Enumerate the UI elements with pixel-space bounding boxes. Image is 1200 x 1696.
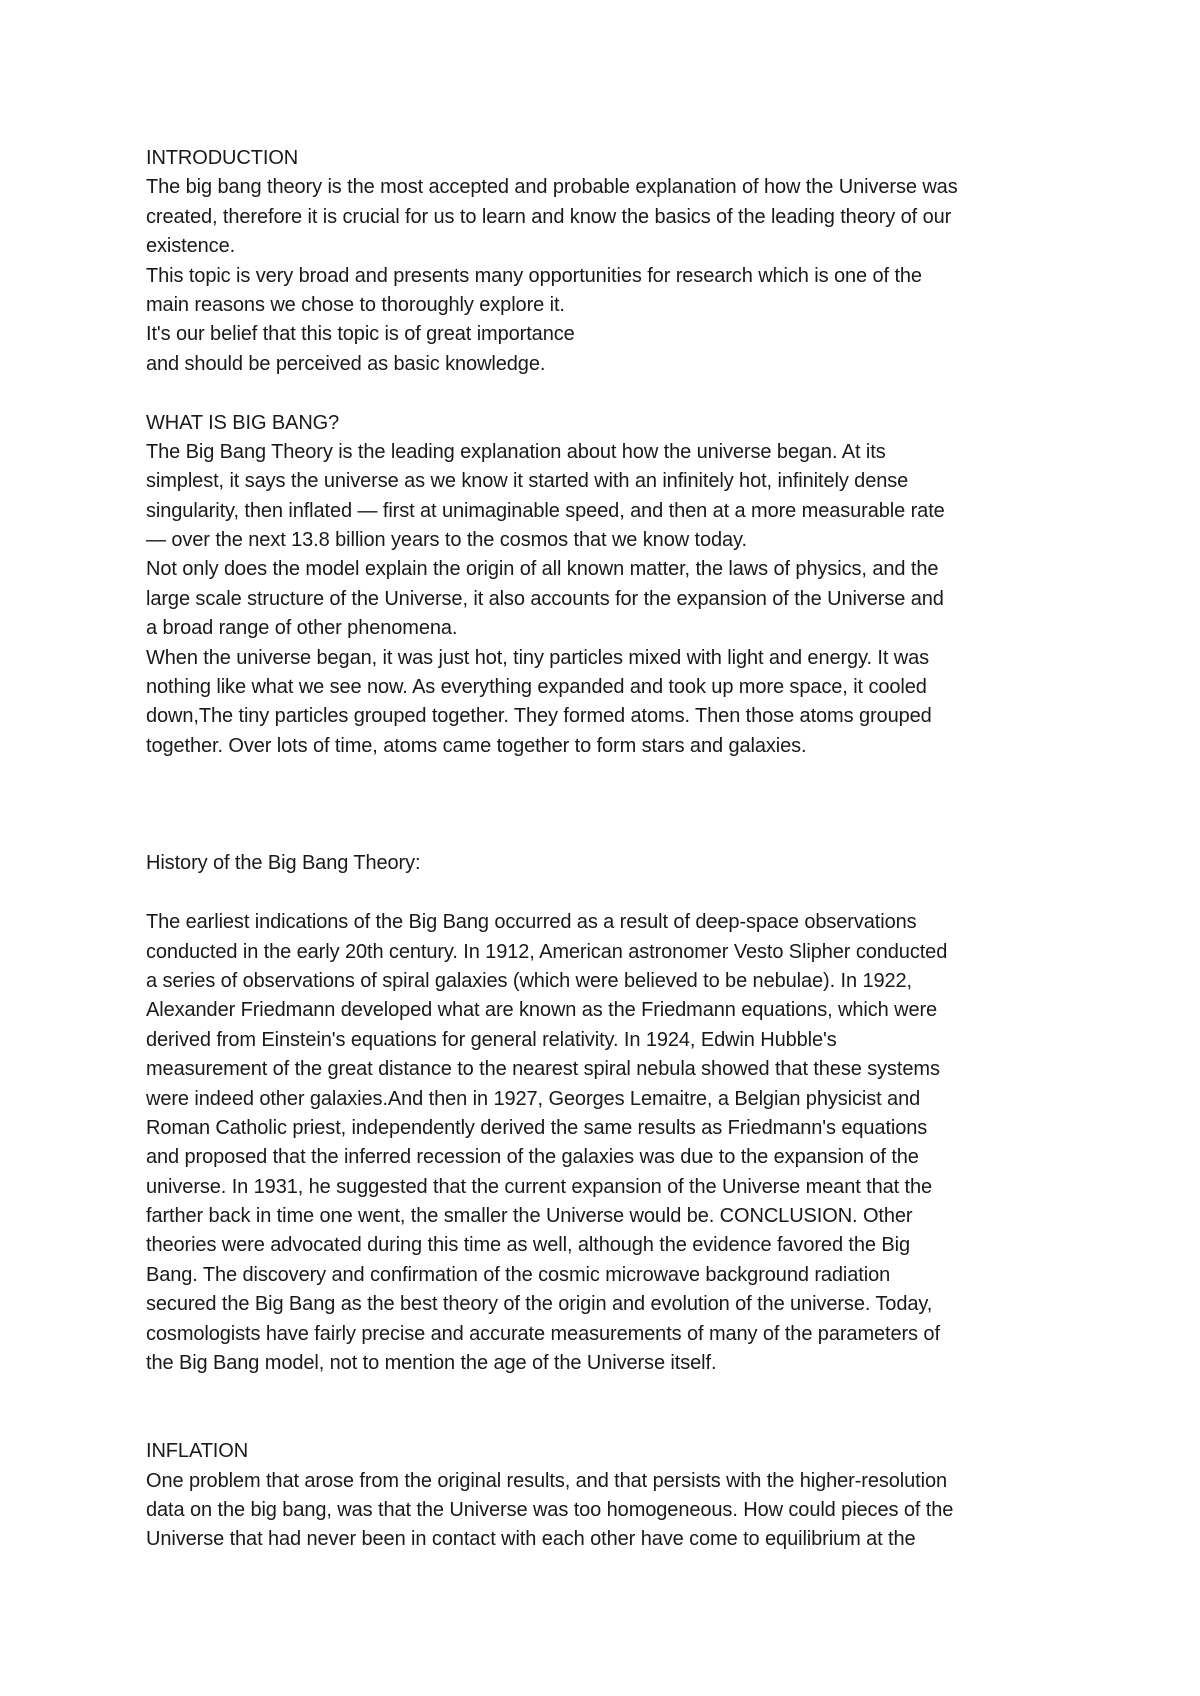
paragraph-line: created, therefore it is crucial for us to learn and know the basics of the leading theory of our	[146, 205, 952, 228]
paragraph-line: measurement of the great distance to the nearest spiral nebula showed that these systems	[146, 1058, 940, 1081]
paragraph-line: a broad range of other phenomena.	[146, 617, 458, 640]
paragraph-line: nothing like what we see now. As everything expanded and took up more space, it cooled	[146, 676, 927, 699]
section-heading: INTRODUCTION	[146, 147, 299, 169]
paragraph-line: derived from Einstein's equations for general relativity. In 1924, Edwin Hubble's	[146, 1028, 837, 1051]
paragraph-line: One problem that arose from the original results, and that persists with the higher-resolution	[146, 1469, 948, 1492]
paragraph-line: the Big Bang model, not to mention the age of the Universe itself.	[146, 1352, 717, 1375]
paragraph-line: secured the Big Bang as the best theory of the origin and evolution of the universe. Today,	[146, 1293, 933, 1316]
paragraph-line: and should be perceived as basic knowledge.	[146, 352, 546, 375]
paragraph-line: large scale structure of the Universe, it also accounts for the expansion of the Universe and	[146, 587, 944, 610]
paragraph-line: Alexander Friedmann developed what are known as the Friedmann equations, which were	[146, 999, 938, 1022]
section-inflation	[146, 1437, 1086, 1555]
paragraph-line: It's our belief that this topic is of great importance	[146, 323, 575, 346]
paragraph-line: farther back in time one went, the smaller the Universe would be. CONCLUSION. Other	[146, 1205, 913, 1228]
paragraph-line: were indeed other galaxies.And then in 1927, Georges Lemaitre, a Belgian physicist and	[146, 1087, 921, 1110]
document-body	[146, 144, 1086, 1555]
paragraph-line: existence.	[146, 235, 236, 258]
paragraph-line: and proposed that the inferred recession of the galaxies was due to the expansion of the	[146, 1146, 919, 1169]
paragraph-line: conducted in the early 20th century. In 1912, American astronomer Vesto Slipher conducted	[146, 940, 948, 963]
paragraph-line: a series of observations of spiral galaxies (which were believed to be nebulae). In 1922,	[146, 969, 912, 992]
paragraph-line: Not only does the model explain the origin of all known matter, the laws of physics, and the	[146, 558, 939, 581]
section-heading: INFLATION	[146, 1440, 249, 1463]
section-spacer	[146, 379, 1086, 408]
paragraph-line: This topic is very broad and presents many opportunities for research which is one of the	[146, 264, 922, 287]
section-heading: WHAT IS BIG BANG?	[146, 411, 340, 434]
paragraph-line: Roman Catholic priest, independently derived the same results as Friedmann's equations	[146, 1116, 928, 1139]
paragraph-line: main reasons we chose to thoroughly explore it.	[146, 293, 565, 316]
paragraph-line: down,The tiny particles grouped together. They formed atoms. Then those atoms grouped	[146, 705, 932, 728]
paragraph-line: Universe that had never been in contact with each other have come to equilibrium at the	[146, 1528, 916, 1551]
paragraph-line: The Big Bang Theory is the leading explanation about how the universe began. At its	[146, 440, 886, 463]
section-introduction	[146, 144, 1086, 379]
paragraph-line: together. Over lots of time, atoms came together to form stars and galaxies.	[146, 734, 807, 757]
paragraph-line: When the universe began, it was just hot, tiny particles mixed with light and energy. It was	[146, 646, 930, 669]
section-spacer	[146, 761, 1086, 849]
section-heading: History of the Big Bang Theory:	[146, 852, 421, 875]
paragraph-line: universe. In 1931, he suggested that the current expansion of the Universe meant that the	[146, 1175, 933, 1198]
paragraph-line: simplest, it says the universe as we know it started with an infinitely hot, infinitely dense	[146, 470, 909, 493]
section-history	[146, 849, 1086, 1378]
section-spacer	[146, 1378, 1086, 1437]
paragraph-line: The earliest indications of the Big Bang occurred as a result of deep-space observations	[146, 911, 917, 934]
paragraph-line: — over the next 13.8 billion years to the cosmos that we know today.	[146, 529, 747, 552]
heading-spacer	[146, 879, 1086, 908]
section-what-is-big-bang	[146, 409, 1086, 762]
paragraph-line: data on the big bang, was that the Universe was too homogeneous. How could pieces of the	[146, 1499, 954, 1521]
paragraph-line: theories were advocated during this time as well, although the evidence favored the Big	[146, 1234, 910, 1257]
paragraph-line: Bang. The discovery and confirmation of the cosmic microwave background radiation	[146, 1263, 891, 1286]
paragraph-line: cosmologists have fairly precise and accurate measurements of many of the parameters of	[146, 1322, 940, 1345]
paragraph-line: The big bang theory is the most accepted and probable explanation of how the Universe was	[146, 176, 958, 199]
paragraph-line: singularity, then inflated — first at unimaginable speed, and then at a more measurable rate	[146, 499, 945, 522]
